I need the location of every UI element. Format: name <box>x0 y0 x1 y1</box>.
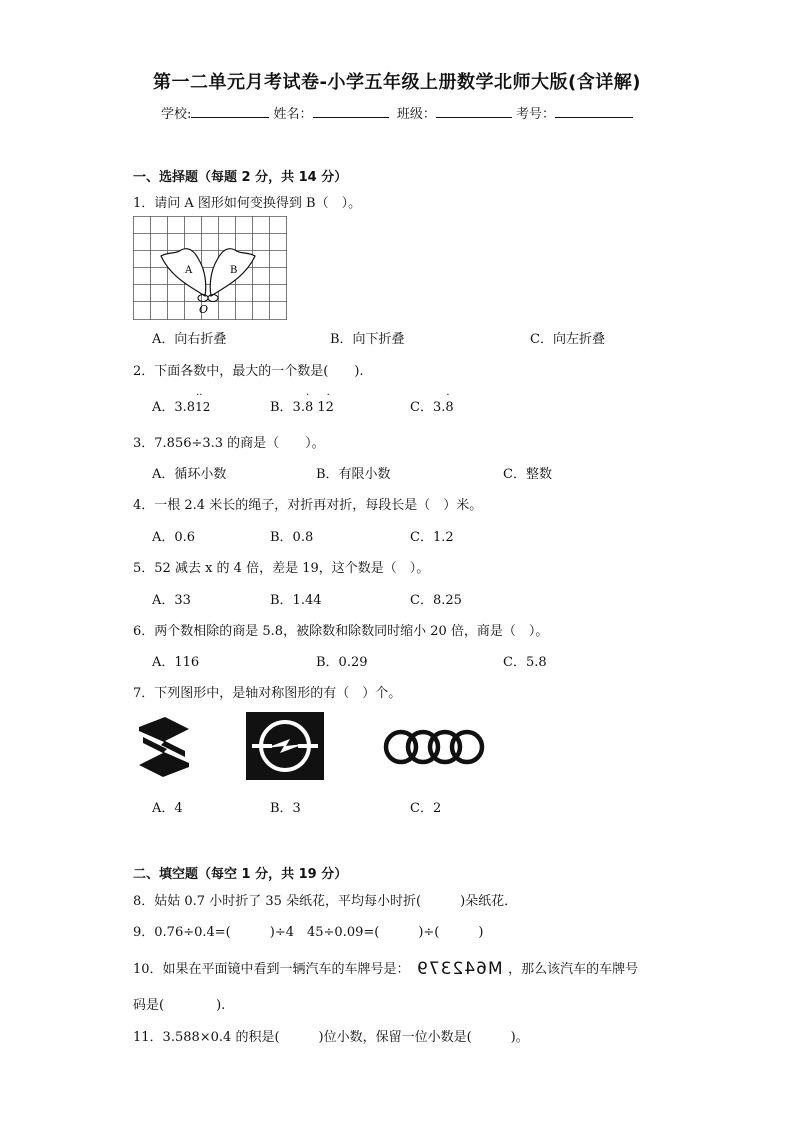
q5-option-a[interactable]: A．33 <box>152 593 191 608</box>
section-1-heading: 一、选择题（每题 2 分，共 14 分） <box>133 170 348 185</box>
q1-option-b[interactable]: B．向下折叠 <box>330 332 405 347</box>
section-2-heading: 二、填空题（每空 1 分，共 19 分） <box>133 867 348 882</box>
q2-option-a[interactable]: A．3.8 ·· 12 <box>152 390 211 415</box>
question-8-text: 8．姑姑 0.7 小时折了 35 朵纸花，平均每小时折( )朵纸花． <box>133 894 518 909</box>
q3-option-a[interactable]: A．循环小数 <box>152 467 227 482</box>
q6-option-b[interactable]: B．0.29 <box>316 655 368 670</box>
question-4-text: 4．一根 2.4 米长的绳子，对折再对折，每段长是（ ）米。 <box>133 498 483 513</box>
question-3-text: 3．7.856÷3.3 的商是（ ）。 <box>133 436 325 451</box>
q7-option-c[interactable]: C．2 <box>410 801 442 816</box>
student-info-line <box>0 103 794 122</box>
audi-rings-logo-icon <box>383 728 487 766</box>
q4-option-a[interactable]: A．0.6 <box>152 530 196 545</box>
q3-option-c[interactable]: C．整数 <box>503 467 552 482</box>
q3-option-b[interactable]: B．有限小数 <box>316 467 391 482</box>
q6-option-a[interactable]: A．116 <box>152 655 200 670</box>
question-7-text: 7．下列图形中，是轴对称图形的有（ ）个。 <box>133 686 402 701</box>
question-10-line2: 码是( ). <box>133 998 226 1013</box>
mirrored-plate: M642379 <box>415 959 503 979</box>
question-9-text: 9．0.76÷0.4=( )÷4 45÷0.09=( )÷( ) <box>133 925 484 940</box>
question-10-text <box>133 958 638 979</box>
question-11-text: 11．3.588×0.4 的积是( )位小数，保留一位小数是( )。 <box>133 1030 529 1045</box>
q7-option-b[interactable]: B．3 <box>270 801 301 816</box>
q5-option-b[interactable]: B．1.44 <box>270 593 322 608</box>
id-label: 考号： <box>515 107 555 122</box>
school-label: 学校: <box>161 107 192 122</box>
name-blank[interactable] <box>313 104 389 118</box>
q1-option-a[interactable]: A．向右折叠 <box>152 332 227 347</box>
label-a: A <box>185 265 193 276</box>
question-5-text: 5．52 减去 x 的 4 倍，差是 19，这个数是（ ）。 <box>133 561 430 576</box>
question-2-text: 2．下面各数中，最大的一个数是( ). <box>133 364 364 379</box>
q10-text-after: ，那么该汽车的车牌号 <box>508 962 639 977</box>
page-title: 第一二单元月考试卷-小学五年级上册数学北师大版(含详解) <box>153 72 641 93</box>
school-blank[interactable] <box>191 104 269 118</box>
question-1-text: 1．请问 A 图形如何变换得到 B（ ）。 <box>133 196 362 211</box>
q2-option-c[interactable]: C．3. · 8 <box>410 390 454 415</box>
q1-option-c[interactable]: C．向左折叠 <box>530 332 605 347</box>
q6-option-c[interactable]: C．5.8 <box>503 655 547 670</box>
id-blank[interactable] <box>555 104 633 118</box>
q4-option-b[interactable]: B．0.8 <box>270 530 314 545</box>
q4-option-c[interactable]: C．1.2 <box>410 530 454 545</box>
class-label: 班级： <box>396 107 436 122</box>
class-blank[interactable] <box>436 104 512 118</box>
question-6-text: 6．两个数相除的商是 5.8，被除数和除数同时缩小 20 倍，商是（ ）。 <box>133 624 549 639</box>
q7-option-a[interactable]: A．4 <box>152 801 183 816</box>
suzuki-logo-icon <box>135 717 193 777</box>
label-o: O <box>199 303 209 316</box>
q2-option-b[interactable]: B．3. · 8 1 · 2 <box>270 390 334 415</box>
q5-option-c[interactable]: C．8.25 <box>410 593 462 608</box>
opel-logo-icon <box>246 712 324 780</box>
q1-grid-figure <box>133 216 287 320</box>
label-b: B <box>230 265 238 276</box>
name-label: 姓名： <box>273 107 313 122</box>
q10-text-before: 10．如果在平面镜中看到一辆汽车的车牌号是： <box>133 962 410 977</box>
